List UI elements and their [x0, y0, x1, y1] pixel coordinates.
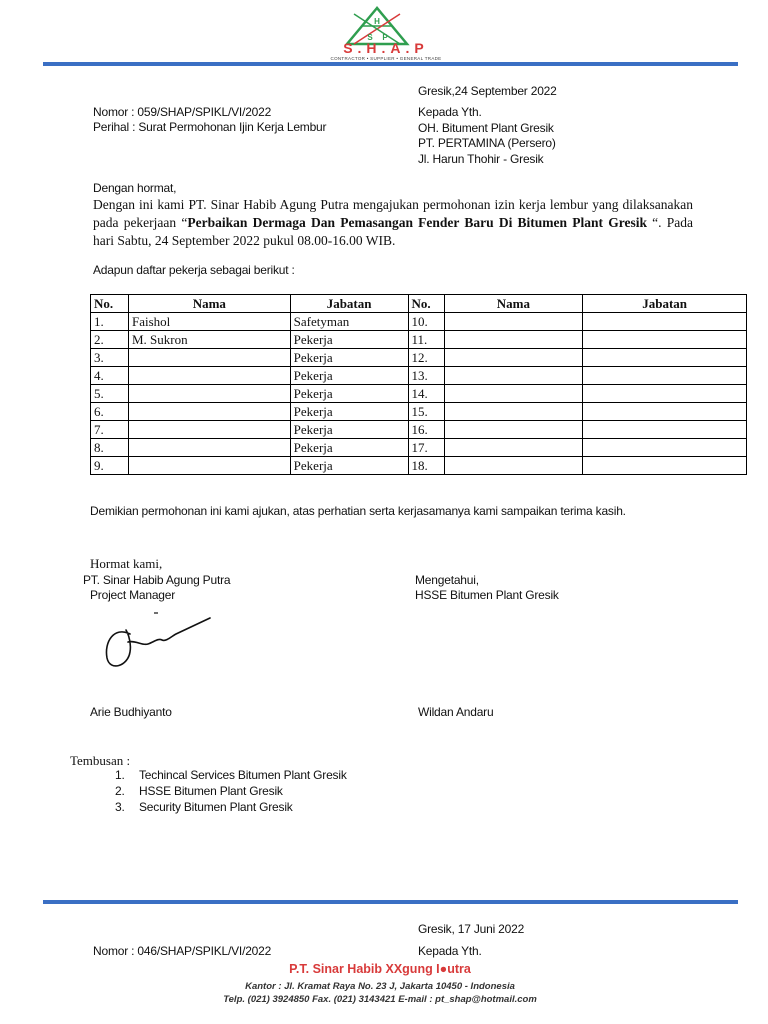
recipient-line: OH. Bitument Plant Gresik: [418, 120, 554, 135]
table-cell: [128, 349, 290, 367]
sign-company: PT. Sinar Habib Agung Putra: [83, 573, 231, 587]
footer-company: P.T. Sinar Habib XXgung I●utra: [289, 962, 471, 976]
table-cell: [444, 385, 583, 403]
signer-name-right: Wildan Andaru: [418, 705, 494, 719]
footer-address: Kantor : Jl. Kramat Raya No. 23 J, Jakarta 10450 - Indonesia: [245, 981, 515, 992]
table-row: [91, 313, 747, 331]
table-cell: [444, 349, 583, 367]
table-cell: [444, 439, 583, 457]
table-cell: [583, 367, 747, 385]
logo-tagline: CONTRACTOR • SUPPLIER • GENERAL TRADE: [330, 56, 442, 61]
table-row: [91, 349, 747, 367]
table-cell: 1.: [91, 313, 129, 331]
letterhead: [300, 6, 470, 62]
signature-icon: [92, 606, 222, 672]
table-cell: Pekerja: [290, 385, 408, 403]
header-no: No.: [91, 295, 129, 313]
sign-role-right: HSSE Bitumen Plant Gresik: [415, 588, 559, 602]
cc-title: Tembusan :: [70, 753, 131, 768]
table-cell: 17.: [408, 439, 444, 457]
table-cell: 18.: [408, 457, 444, 475]
greeting: Dengan hormat,: [93, 181, 177, 195]
table-cell: [128, 403, 290, 421]
table-cell: 3.: [91, 349, 129, 367]
table-cell: [128, 457, 290, 475]
table-cell: [444, 403, 583, 421]
header-name: Nama: [444, 295, 583, 313]
table-cell: [583, 331, 747, 349]
table-cell: 12.: [408, 349, 444, 367]
signer-name-left: Arie Budhiyanto: [90, 705, 172, 719]
table-cell: [583, 403, 747, 421]
table-cell: Pekerja: [290, 367, 408, 385]
intro-text: Dengan ini kami PT. Sinar Habib Agung Putra mengajukan permohonan izin kerja lembur yang dilaksanakan pada pekerjaan “: [93, 197, 693, 230]
header-position: Jabatan: [583, 295, 747, 313]
table-cell: Faishol: [128, 313, 290, 331]
table-cell: [444, 367, 583, 385]
table-cell: Pekerja: [290, 457, 408, 475]
next-letter-number: Nomor : 046/SHAP/SPIKL/VI/2022: [93, 944, 272, 958]
table-cell: 7.: [91, 421, 129, 439]
worker-table: [90, 294, 747, 475]
table-cell: [583, 439, 747, 457]
table-row: [91, 457, 747, 475]
intro-text-end: “. Pada hari Sabtu, 24 September 2022 pukul 08.00-16.00 WIB.: [93, 215, 693, 248]
table-cell: 14.: [408, 385, 444, 403]
table-cell: Safetyman: [290, 313, 408, 331]
letter-subject: Perihal : Surat Permohonan Ijin Kerja Lembur: [93, 120, 327, 134]
table-cell: 10.: [408, 313, 444, 331]
table-cell: [128, 439, 290, 457]
list-item: 2. HSSE Bitumen Plant Gresik: [115, 784, 283, 798]
table-header-row: [91, 295, 747, 313]
table-cell: Pekerja: [290, 403, 408, 421]
table-cell: 8.: [91, 439, 129, 457]
table-cell: 4.: [91, 367, 129, 385]
header-rule: [43, 62, 738, 66]
table-cell: 13.: [408, 367, 444, 385]
table-cell: M. Sukron: [128, 331, 290, 349]
recipient-block: [418, 105, 556, 167]
table-cell: [444, 457, 583, 475]
table-cell: 6.: [91, 403, 129, 421]
recipient-line: Jl. Harun Thohir - Gresik: [418, 151, 544, 166]
letter-date: Gresik,24 September 2022: [418, 84, 557, 98]
recipient-line: PT. PERTAMINA (Persero): [418, 136, 556, 150]
table-cell: [444, 421, 583, 439]
list-item: 1. Techincal Services Bitumen Plant Gresik: [115, 768, 347, 782]
next-letter-date: Gresik, 17 Juni 2022: [418, 922, 525, 936]
svg-text:H: H: [374, 17, 380, 26]
footer-contact: Telp. (021) 3924850 Fax. (021) 3143421 E-mail : pt_shap@hotmail.com: [223, 994, 537, 1005]
next-page-rule: [43, 900, 738, 904]
table-cell: [583, 349, 747, 367]
table-row: [91, 421, 747, 439]
table-cell: 16.: [408, 421, 444, 439]
table-cell: [128, 421, 290, 439]
table-cell: 9.: [91, 457, 129, 475]
table-row: [91, 403, 747, 421]
table-cell: 5.: [91, 385, 129, 403]
intro-paragraph: [93, 196, 693, 250]
table-row: [91, 367, 747, 385]
table-cell: [583, 313, 747, 331]
closing-paragraph: Demikian permohonan ini kami ajukan, atas perhatian serta kerjasamanya kami sampaikan terima kasih.: [90, 504, 626, 518]
table-row: [91, 385, 747, 403]
table-cell: [583, 385, 747, 403]
svg-text:S: S: [367, 33, 373, 42]
table-cell: 11.: [408, 331, 444, 349]
list-intro: Adapun daftar pekerja sebagai berikut :: [93, 263, 295, 277]
table-cell: [583, 457, 747, 475]
header-position: Jabatan: [290, 295, 408, 313]
table-cell: Pekerja: [290, 421, 408, 439]
table-cell: 2.: [91, 331, 129, 349]
sign-role-left: Project Manager: [90, 588, 176, 602]
list-item: 3. Security Bitumen Plant Gresik: [115, 800, 293, 814]
svg-text:P: P: [382, 33, 388, 42]
header-name: Nama: [128, 295, 290, 313]
table-cell: Pekerja: [290, 439, 408, 457]
table-cell: Pekerja: [290, 349, 408, 367]
next-recipient: Kepada Yth.: [418, 944, 482, 958]
table-cell: [444, 313, 583, 331]
table-row: [91, 439, 747, 457]
table-cell: [128, 367, 290, 385]
table-cell: Pekerja: [290, 331, 408, 349]
table-cell: [444, 331, 583, 349]
sign-salutation: Hormat kami,: [90, 556, 163, 571]
sign-label-right: Mengetahui,: [415, 573, 479, 587]
logo-name: S.H.A.P: [343, 40, 429, 56]
letter-number: Nomor : 059/SHAP/SPIKL/VI/2022: [93, 105, 272, 119]
table-cell: 15.: [408, 403, 444, 421]
table-row: [91, 331, 747, 349]
header-no: No.: [408, 295, 444, 313]
cc-list: [115, 768, 347, 816]
table-cell: [583, 421, 747, 439]
table-cell: [128, 385, 290, 403]
project-title: Perbaikan Dermaga Dan Pemasangan Fender Baru Di Bitumen Plant Gresik: [187, 215, 647, 230]
recipient-line: Kepada Yth.: [418, 105, 482, 119]
